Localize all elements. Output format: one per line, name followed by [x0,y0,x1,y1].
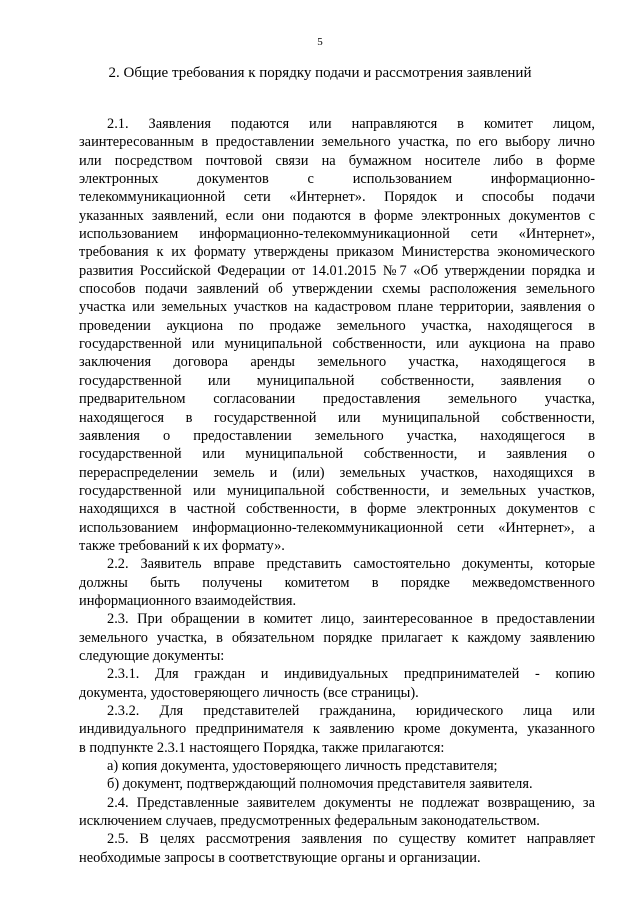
text-line: проведении аукциона по продаже земельного участка, находящегося в [79,317,595,334]
text-line: также требований к их формату». [79,537,285,554]
page-number: 5 [317,36,323,48]
text-line: указанных заявлений, если они подаются в форме электронных документов с [79,207,595,224]
text-line: использованием информационно-телекоммуникационной сети «Интернет», [79,226,595,243]
text-line: б) документ, подтверждающий полномочия представителя заявителя. [107,776,533,793]
text-line: участка или земельных участков на кадастровом плане территории, заявления о [79,299,595,316]
text-line: 2.3.2. Для представителей гражданина, юридического лица или [107,703,595,719]
text-line: 2.1. Заявления подаются или направляются в комитет лицом, [107,116,595,132]
text-line: или посредством почтовой связи на бумажном носителе либо в форме [79,152,595,169]
text-line: в подпункте 2.3.1 настоящего Порядка, также прилагаются: [79,739,445,756]
text-line: 2.5. В целях рассмотрения заявления по существу комитет направляет [107,831,595,848]
text-line: требования к их формату утверждены приказом Министерства экономического [79,244,595,261]
text-line: развития Российской Федерации от 14.01.2015 №7 «Об утверждении порядка и [79,262,595,279]
text-line: предварительном согласовании предоставления земельного участка, [79,391,595,408]
text-line: исключением случаев, предусмотренных федеральным законодательством. [79,813,540,830]
text-line: земельного участка, в обязательном порядке прилагает к каждому заявлению [79,629,595,646]
text-line: государственной или муниципальной собственности, или аукциона на право [79,336,595,353]
text-line: 2.3. При обращении в комитет лицо, заинтересованное в предоставлении [107,611,595,628]
text-line: заключения договора аренды земельного участка, находящегося в [79,354,595,371]
text-line: а) копия документа, удостоверяющего личность представителя; [107,758,498,775]
section-heading: 2. Общие требования к порядку подачи и рассмотрения заявлений [108,65,532,81]
text-line: 2.4. Представленные заявителем документы не подлежат возвращению, за [107,794,595,811]
text-line: заинтересованным в предоставлении земельного участка, по его выбору лично [79,134,595,151]
text-line: необходимые запросы в соответствующие органы и организации. [79,849,481,866]
text-line: телекоммуникационной сети «Интернет». Порядок и способы подачи [79,189,595,206]
text-line: 2.2. Заявитель вправе представить самостоятельно документы, которые [107,556,595,573]
text-line: находящегося в государственной или муниципальной собственности, [79,409,595,426]
text-line: государственной или муниципальной собственности, и земельных участков, [79,482,595,499]
text-line: государственной или муниципальной собственности, заявления о [79,372,595,389]
text-line: должны быть получены комитетом в порядке межведомственного [79,574,595,591]
text-line: находящихся в частной собственности, в форме электронных документов с [79,501,595,518]
text-line: документа, удостоверяющего личность (все страницы). [79,684,419,701]
text-line: 2.3.1. Для граждан и индивидуальных предпринимателей - копию [107,666,595,683]
text-line: способов подачи заявлений об утверждении схемы расположения земельного [79,281,595,298]
text-line: заявления о предоставлении земельного участка, находящегося в [79,427,595,444]
text-line: информационного взаимодействия. [79,592,297,609]
text-line: электронных документов с использованием информационно- [79,171,595,188]
text-line: перераспределении земель и (или) земельных участков, находящихся в [79,464,595,481]
text-line: индивидуального предпринимателя к заявлению кроме документа, указанного [79,721,595,738]
text-line: следующие документы: [79,647,225,664]
text-line: использованием информационно-телекоммуникационной сети «Интернет», а [79,519,595,536]
text-line: государственной или муниципальной собственности, и заявления о [79,446,595,463]
body-text [79,115,595,867]
